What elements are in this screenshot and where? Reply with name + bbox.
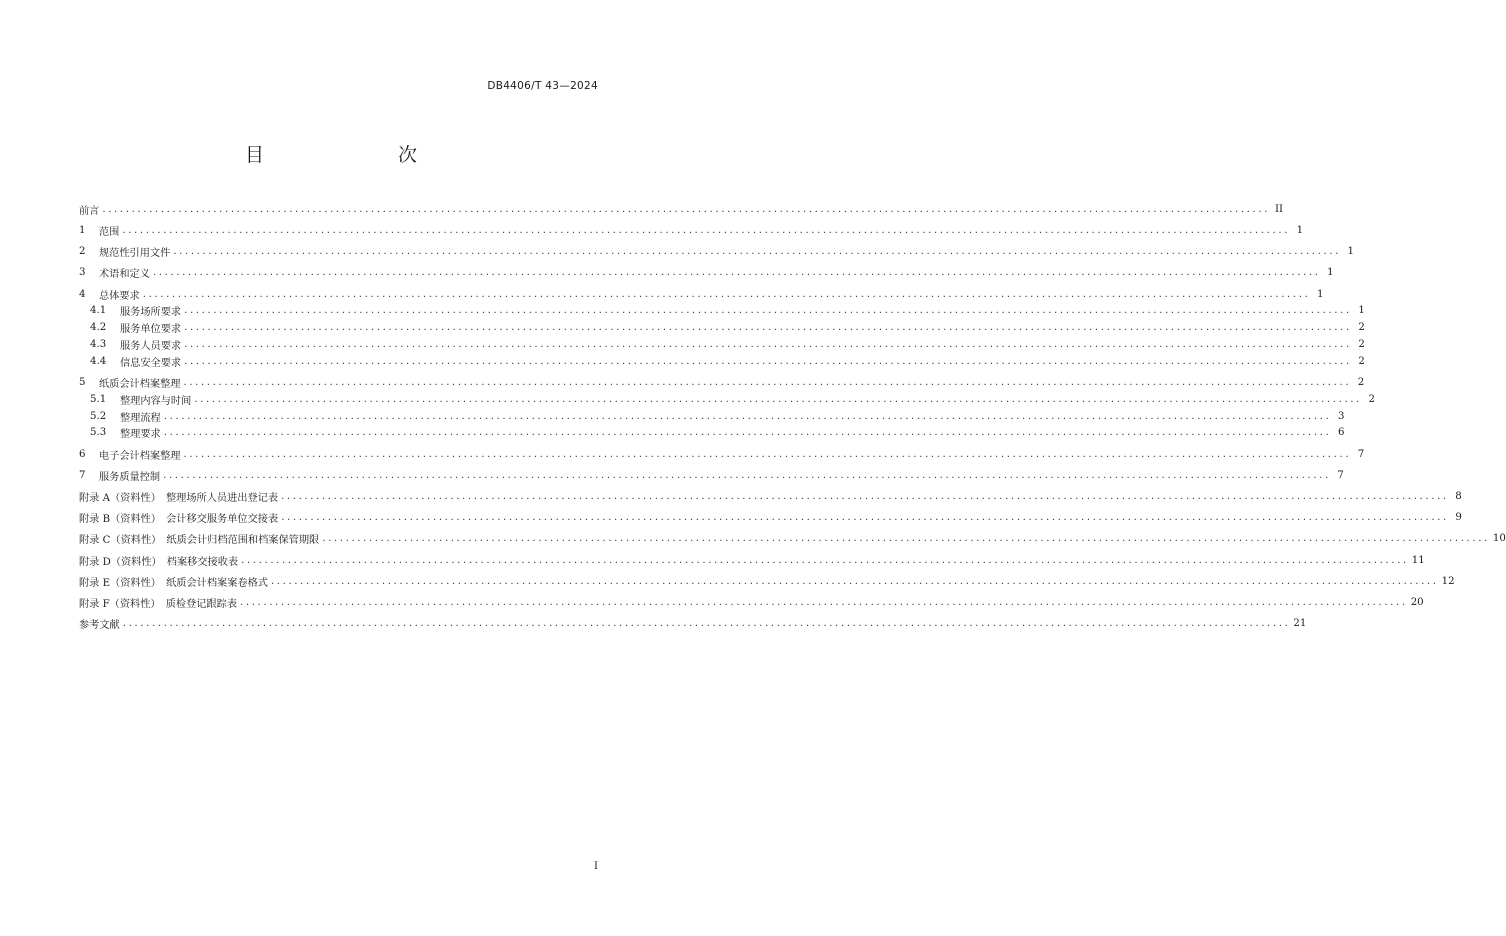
toc-entry-page: 3 — [1337, 410, 1345, 422]
toc-leader-dots: ........................................................................................................................................................................................................ — [281, 490, 1449, 502]
toc-entry-number: 4.1 — [90, 305, 107, 317]
toc-entry-page: 11 — [1411, 554, 1425, 566]
document-code: DB4406/T 43—2024 — [487, 80, 598, 92]
toc-leader-dots: ........................................................................................................................................................................................................ — [163, 427, 1332, 439]
toc-entry[interactable] — [79, 615, 1307, 632]
toc-entry-label: 前言 — [79, 205, 100, 217]
toc-entry-label: 附录 E（资料性） 纸质会计档案案卷格式 — [79, 577, 268, 589]
toc-entry-label: 术语和定义 — [99, 269, 150, 281]
toc-leader-dots: ........................................................................................................................................................................................................ — [152, 267, 1321, 279]
toc-entry-label: 总体要求 — [99, 290, 140, 302]
toc-leader-dots: ........................................................................................................................................................................................................ — [122, 225, 1291, 237]
toc-entry[interactable] — [79, 265, 1334, 282]
toc-entry-page: 1 — [1347, 246, 1354, 258]
page-number: I — [594, 861, 598, 872]
toc-leader-dots: ........................................................................................................................................................................................................ — [102, 203, 1271, 215]
toc-leader-dots: ........................................................................................................................................................................................................ — [183, 448, 1352, 460]
toc-entry-page: 9 — [1455, 512, 1462, 524]
toc-entry[interactable] — [79, 201, 1284, 218]
toc-entry-number: 7 — [79, 469, 86, 481]
toc-entry[interactable] — [79, 303, 1365, 320]
toc-entry-label: 整理内容与时间 — [120, 395, 192, 407]
toc-entry-label: 服务单位要求 — [120, 324, 182, 336]
toc-entry[interactable] — [79, 222, 1304, 239]
toc-leader-dots: ........................................................................................................................................................................................................ — [322, 533, 1490, 545]
toc-entry-label: 参考文献 — [79, 620, 120, 632]
toc-entry-page: 21 — [1293, 618, 1307, 630]
toc-entry-label: 纸质会计档案整理 — [99, 379, 181, 391]
toc-entry-number: 4 — [79, 288, 86, 300]
toc-leader-dots: ........................................................................................................................................................................................................ — [281, 512, 1449, 524]
toc-entry[interactable] — [79, 467, 1344, 484]
toc-entry[interactable] — [79, 391, 1375, 408]
toc-entry[interactable] — [79, 446, 1365, 463]
toc-entry-label: 整理流程 — [120, 412, 161, 424]
toc-entry-page: 1 — [1358, 305, 1365, 317]
toc-leader-dots: ........................................................................................................................................................................................................ — [240, 596, 1408, 608]
toc-entry-number: 1 — [79, 225, 86, 237]
toc-entry-number: 4.3 — [90, 339, 107, 351]
toc-entry[interactable] — [79, 286, 1324, 303]
toc-entry[interactable] — [79, 530, 1506, 547]
toc-entry-label: 附录 B（资料性） 会计移交服务单位交接表 — [79, 514, 279, 526]
toc-leader-dots: ........................................................................................................................................................................................................ — [184, 305, 1352, 317]
toc-entry-page: 1 — [1316, 288, 1324, 300]
toc-leader-dots: ........................................................................................................................................................................................................ — [122, 618, 1291, 630]
toc-entry[interactable] — [79, 243, 1354, 260]
toc-entry-page: 12 — [1441, 575, 1455, 587]
toc-leader-dots: ........................................................................................................................................................................................................ — [184, 339, 1352, 351]
toc-leader-dots: ........................................................................................................................................................................................................ — [184, 355, 1352, 367]
toc-entry-page: 2 — [1358, 322, 1365, 334]
toc-leader-dots: ........................................................................................................................................................................................................ — [163, 469, 1331, 481]
toc-entry-label: 附录 F（资料性） 质检登记跟踪表 — [79, 598, 238, 610]
toc-entry-label: 规范性引用文件 — [99, 248, 171, 260]
toc-entry-page: 2 — [1358, 355, 1365, 367]
toc-entry-number: 4.2 — [90, 322, 107, 334]
toc-entry[interactable] — [79, 425, 1345, 442]
toc-entry-number: 4.4 — [90, 355, 107, 367]
toc-entry-label: 电子会计档案整理 — [99, 450, 181, 462]
toc-entry-number: 5 — [79, 377, 86, 389]
table-of-contents — [79, 201, 1506, 632]
toc-entry[interactable] — [79, 408, 1345, 425]
toc-entry-number: 5.1 — [90, 393, 107, 405]
toc-entry-number: 2 — [79, 246, 86, 258]
toc-entry-page: 8 — [1455, 490, 1462, 502]
toc-entry-number: 3 — [79, 267, 86, 279]
toc-leader-dots: ........................................................................................................................................................................................................ — [163, 410, 1332, 422]
toc-leader-dots: ........................................................................................................................................................................................................ — [142, 288, 1311, 300]
toc-entry-page: 1 — [1327, 267, 1334, 279]
toc-entry[interactable] — [79, 573, 1455, 590]
toc-entry-page: II — [1274, 203, 1284, 215]
toc-entry-number: 6 — [79, 448, 86, 460]
toc-entry-page: 6 — [1337, 427, 1345, 439]
toc-entry-page: 1 — [1296, 225, 1304, 237]
toc-entry[interactable] — [79, 319, 1365, 336]
toc-entry-page: 2 — [1357, 377, 1365, 389]
toc-entry-label: 信息安全要求 — [120, 357, 182, 369]
toc-entry[interactable] — [79, 509, 1462, 526]
toc-entry-page: 10 — [1492, 533, 1506, 545]
toc-entry-page: 7 — [1357, 448, 1365, 460]
toc-entry-label: 附录 A（资料性） 整理场所人员进出登记表 — [79, 492, 279, 504]
toc-entry[interactable] — [79, 374, 1365, 391]
page-title: 目 次 — [244, 144, 449, 166]
toc-entry[interactable] — [79, 336, 1365, 353]
toc-entry-label: 服务人员要求 — [120, 341, 182, 353]
toc-leader-dots: ........................................................................................................................................................................................................ — [184, 322, 1352, 334]
toc-entry-label: 附录 C（资料性） 纸质会计归档范围和档案保管期限 — [79, 535, 320, 547]
toc-leader-dots: ........................................................................................................................................................................................................ — [194, 393, 1362, 405]
toc-entry-page: 7 — [1337, 469, 1344, 481]
toc-leader-dots: ........................................................................................................................................................................................................ — [241, 554, 1409, 566]
toc-entry-label: 服务场所要求 — [120, 307, 182, 319]
toc-entry-label: 整理要求 — [120, 429, 161, 441]
toc-entry-page: 2 — [1368, 393, 1375, 405]
toc-entry[interactable] — [79, 594, 1424, 611]
toc-entry-page: 20 — [1410, 596, 1424, 608]
toc-entry[interactable] — [79, 488, 1462, 505]
toc-entry-label: 范围 — [99, 227, 120, 239]
toc-leader-dots: ........................................................................................................................................................................................................ — [270, 575, 1439, 587]
toc-entry[interactable] — [79, 353, 1365, 370]
toc-leader-dots: ........................................................................................................................................................................................................ — [183, 377, 1352, 389]
toc-entry-label: 附录 D（资料性） 档案移交接收表 — [79, 556, 239, 568]
toc-entry[interactable] — [79, 552, 1425, 569]
toc-entry-number: 5.3 — [90, 427, 107, 439]
toc-entry-number: 5.2 — [90, 410, 107, 422]
toc-leader-dots: ........................................................................................................................................................................................................ — [173, 246, 1341, 258]
toc-entry-page: 2 — [1358, 339, 1365, 351]
toc-entry-label: 服务质量控制 — [99, 471, 161, 483]
